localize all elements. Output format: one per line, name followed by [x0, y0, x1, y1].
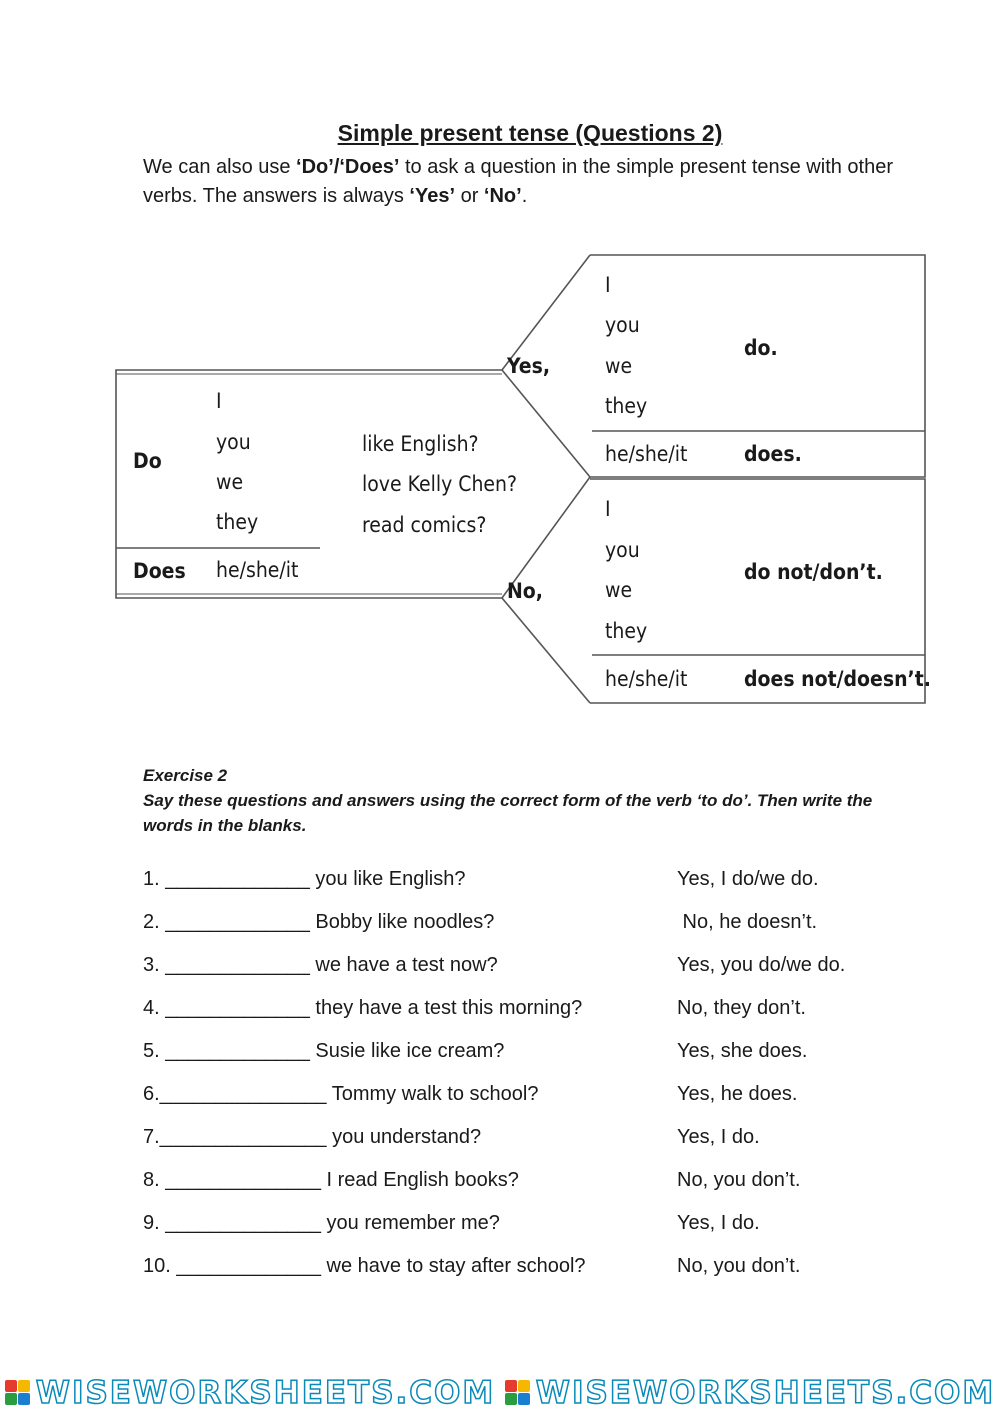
- question-text[interactable]: 8. ______________ I read English books?: [143, 1169, 519, 1191]
- logo-square: [5, 1393, 17, 1405]
- no-label: No,: [507, 579, 543, 603]
- answer-text: Yes, she does.: [677, 1040, 808, 1062]
- verb-phrase: like English?: [362, 432, 479, 456]
- question-answer-diagram: [0, 220, 1000, 720]
- brand-logo-icon: [505, 1380, 530, 1405]
- no-pronoun: they: [605, 619, 648, 643]
- question-text[interactable]: 9. ______________ you remember me?: [143, 1212, 500, 1234]
- question-text[interactable]: 10. _____________ we have to stay after school?: [143, 1255, 586, 1277]
- no-pronoun: we: [605, 578, 633, 602]
- answer-text: No, he doesn’t.: [677, 911, 818, 933]
- pronoun: you: [216, 430, 251, 454]
- do-label: Do: [133, 449, 162, 473]
- answer-text: Yes, you do/we do.: [677, 954, 846, 976]
- no-pronoun: I: [605, 497, 611, 521]
- exercise-item: [143, 1255, 963, 1285]
- logo-square: [518, 1380, 530, 1392]
- question-text[interactable]: 1. _____________ you like English?: [143, 868, 466, 890]
- exercise-item: [143, 1040, 963, 1070]
- yes-third-person: he/she/it: [605, 442, 688, 466]
- no-pronoun: you: [605, 538, 640, 562]
- page-title: Simple present tense (Questions 2): [337, 120, 723, 146]
- exercise-item: [143, 1212, 963, 1242]
- brand-text: WISEWORKSHEETS.COM: [35, 1374, 496, 1411]
- no-does-answer: does not/doesn’t.: [744, 667, 931, 691]
- yes-do-answer: do.: [744, 336, 778, 360]
- question-text[interactable]: 5. _____________ Susie like ice cream?: [143, 1040, 505, 1062]
- answer-text: No, you don’t.: [677, 1169, 801, 1191]
- brand-logo-icon: [5, 1380, 30, 1405]
- exercise-header: [143, 763, 923, 838]
- exercise-item: [143, 1083, 963, 1113]
- logo-square: [505, 1393, 517, 1405]
- verb-phrase: love Kelly Chen?: [362, 472, 518, 496]
- answer-text: No, you don’t.: [677, 1255, 801, 1277]
- yes-label: Yes,: [507, 354, 550, 378]
- yes-pronoun: you: [605, 313, 640, 337]
- yes-pronoun: I: [605, 273, 611, 297]
- question-text[interactable]: 3. _____________ we have a test now?: [143, 954, 498, 976]
- verb-phrase: read comics?: [362, 513, 487, 537]
- exercise-item: [143, 868, 963, 898]
- answer-text: Yes, he does.: [677, 1083, 798, 1105]
- brand-text: WISEWORKSHEETS.COM: [535, 1374, 996, 1411]
- no-third-person: he/she/it: [605, 667, 688, 691]
- answer-text: No, they don’t.: [677, 997, 806, 1019]
- exercise-instruction: Say these questions and answers using the correct form of the verb ‘to do’. Then write the words in the blanks.: [143, 791, 873, 835]
- yes-pronoun: they: [605, 394, 648, 418]
- yes-does-answer: does.: [744, 442, 802, 466]
- yes-pronoun: we: [605, 354, 633, 378]
- does-label: Does: [133, 559, 186, 583]
- exercise-title: Exercise 2: [143, 766, 228, 785]
- answer-text: Yes, I do.: [677, 1212, 760, 1234]
- answer-text: Yes, I do.: [677, 1126, 760, 1148]
- answer-text: Yes, I do/we do.: [677, 868, 819, 890]
- no-do-answer: do not/don’t.: [744, 560, 883, 584]
- logo-square: [518, 1393, 530, 1405]
- logo-square: [505, 1380, 517, 1392]
- pronoun: I: [216, 389, 222, 413]
- exercise-item: [143, 954, 963, 984]
- pronoun: they: [216, 510, 259, 534]
- brand-watermark-right: [505, 1375, 996, 1411]
- intro-paragraph: We can also use ‘Do’/‘Does’ to ask a question in the simple present tense with other verbs. The answers is always ‘Yes’ or ‘No’.: [143, 156, 894, 207]
- question-text[interactable]: 6._______________ Tommy walk to school?: [143, 1083, 539, 1105]
- question-text[interactable]: 7._______________ you understand?: [143, 1126, 482, 1148]
- brand-watermark-left: [5, 1375, 496, 1411]
- exercise-item: [143, 997, 963, 1027]
- question-text[interactable]: 4. _____________ they have a test this morning?: [143, 997, 583, 1019]
- exercise-item: [143, 911, 963, 941]
- exercise-item: [143, 1126, 963, 1156]
- question-text[interactable]: 2. _____________ Bobby like noodles?: [143, 911, 495, 933]
- logo-square: [5, 1380, 17, 1392]
- pronoun-third-person: he/she/it: [216, 558, 299, 582]
- logo-square: [18, 1380, 30, 1392]
- exercise-item: [143, 1169, 963, 1199]
- logo-square: [18, 1393, 30, 1405]
- pronoun: we: [216, 470, 244, 494]
- footer-watermark: [0, 1372, 1000, 1413]
